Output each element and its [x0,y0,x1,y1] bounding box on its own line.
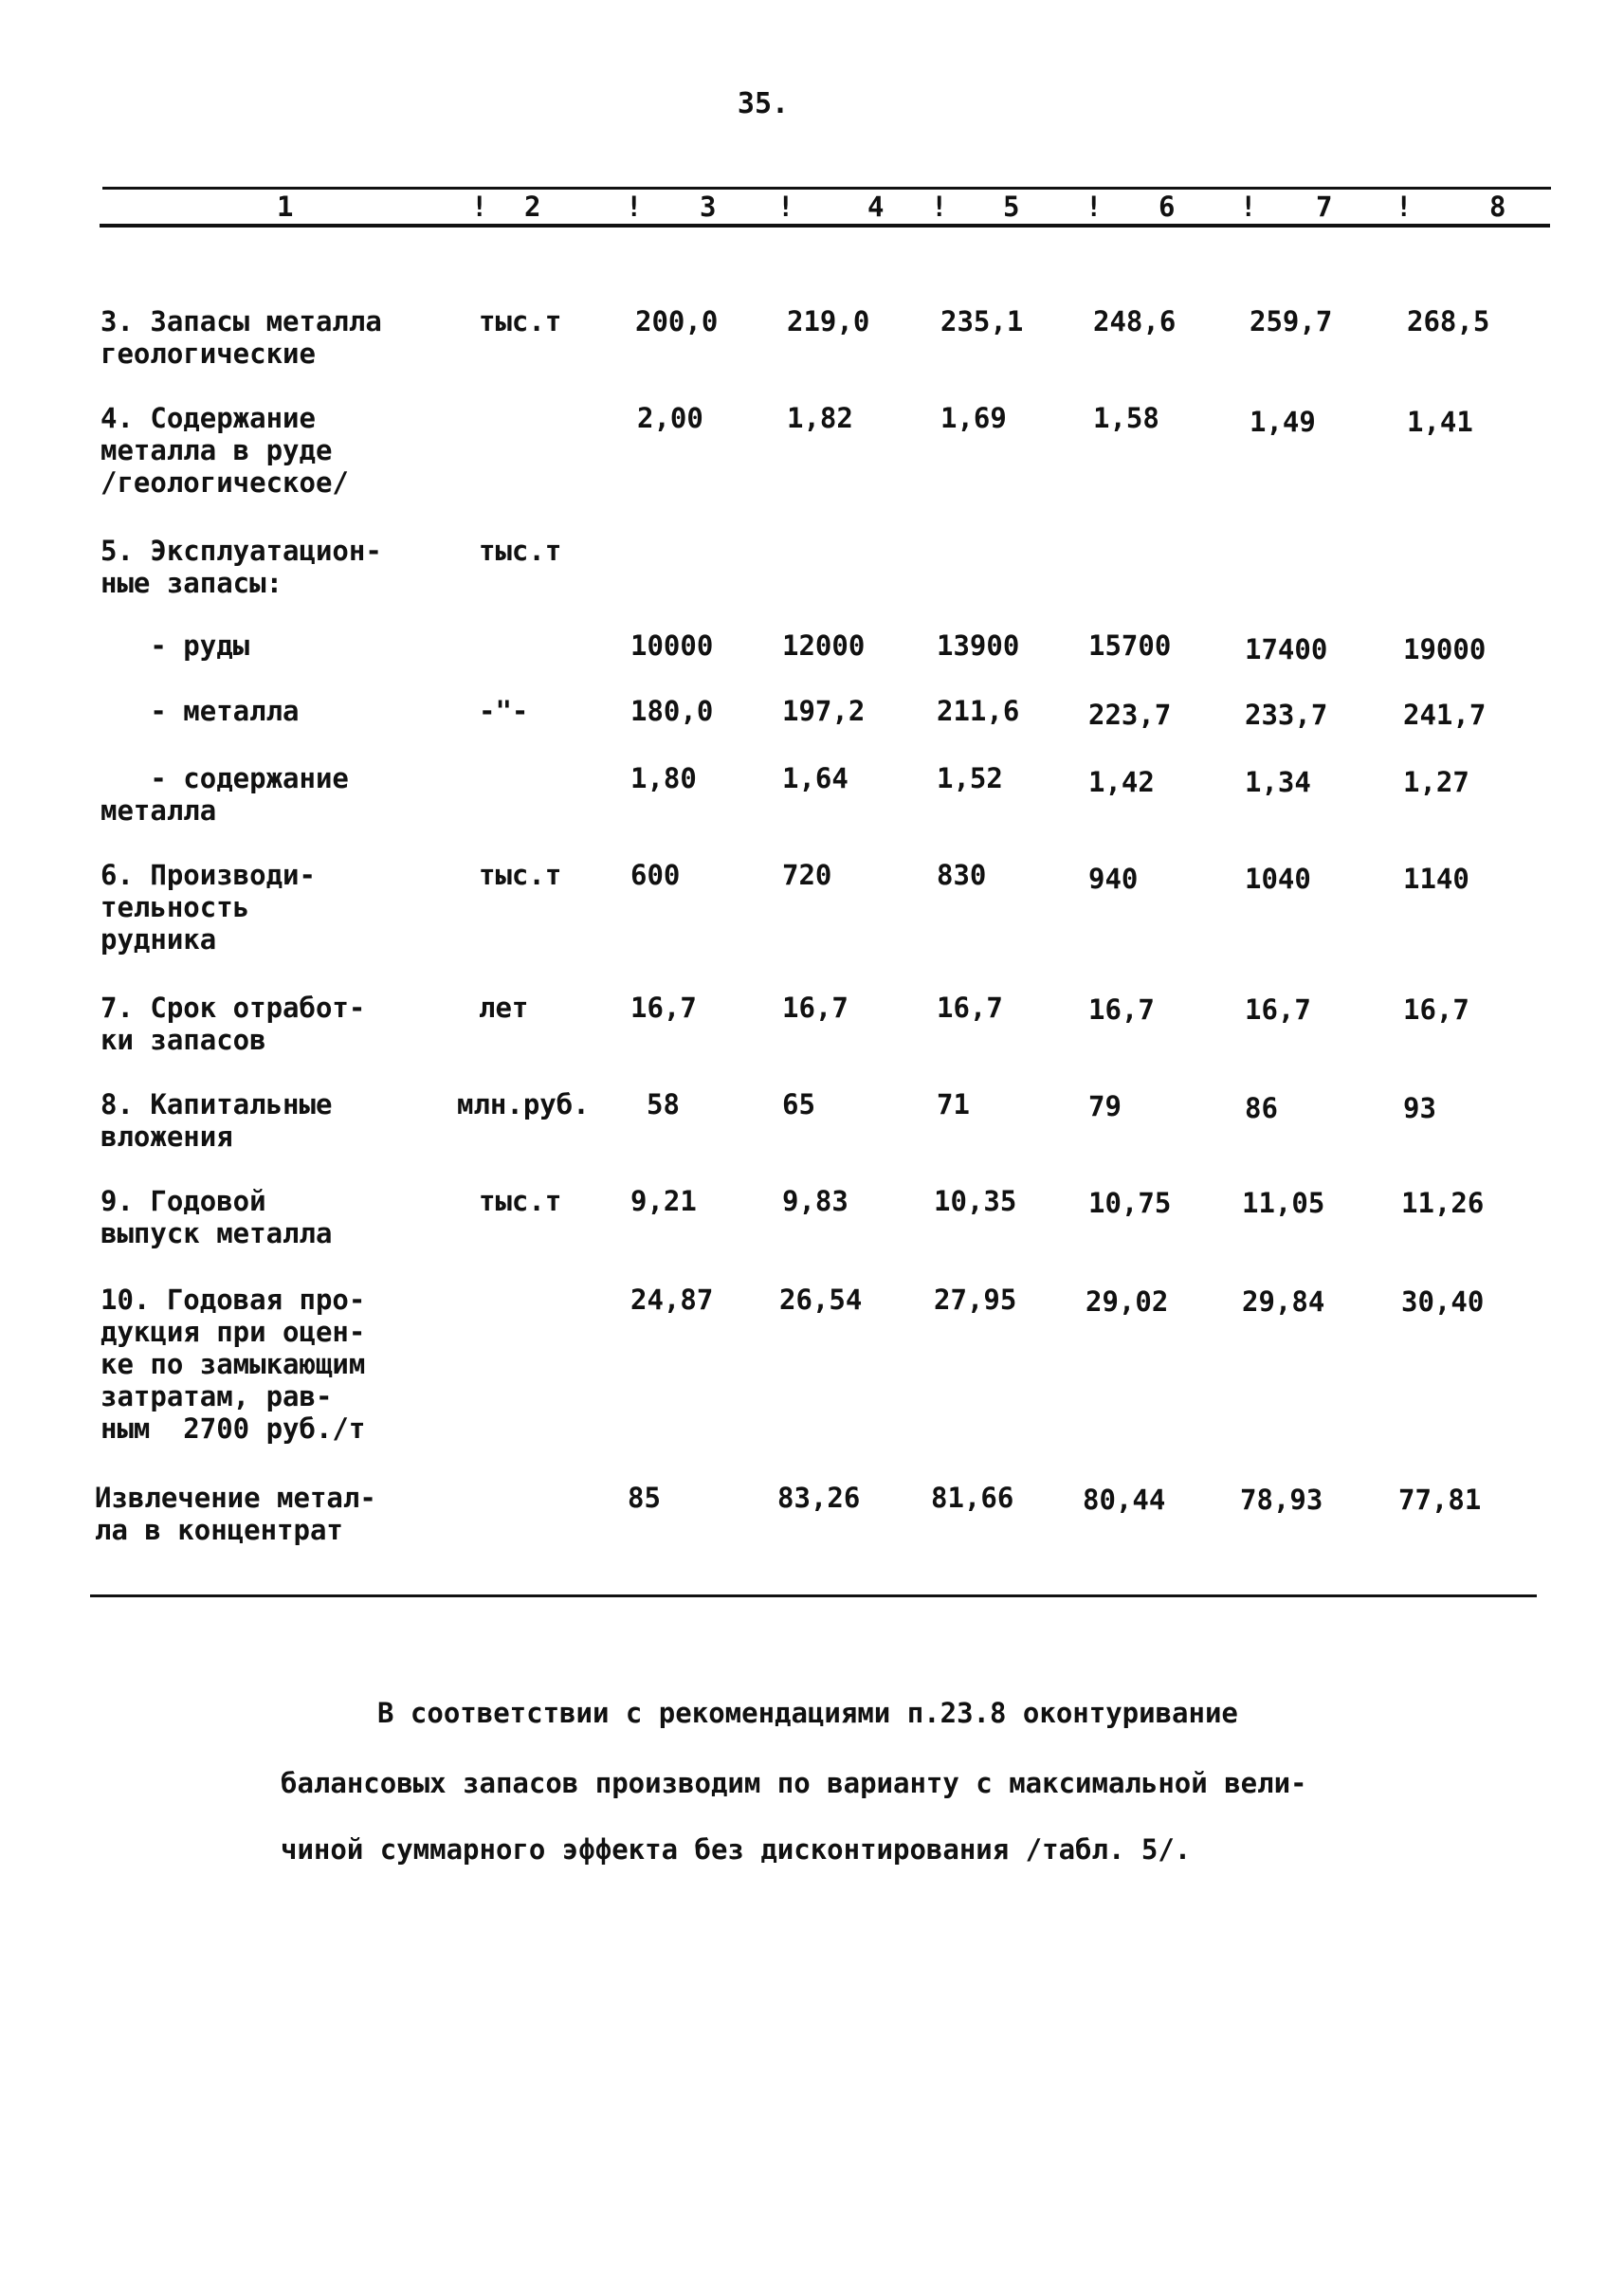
table-cell: 16,7 [782,992,848,1024]
table-cell: 29,02 [1086,1285,1169,1318]
row-label: 8. Капитальные вложения [100,1088,333,1153]
table-bottom-rule [90,1594,1537,1597]
row-label: - содержание металла [100,762,349,827]
row-unit: лет [479,992,529,1024]
table-cell: 16,7 [937,992,1003,1024]
table-cell: 1,64 [782,762,848,794]
table-cell: 93 [1403,1092,1436,1124]
row-label: 4. Содержание металла в руде /геологическое/ [100,402,349,499]
paragraph-line-1: В соответствии с рекомендациями п.23.8 оконтуривание [377,1697,1238,1729]
header-col-6: 6 [1159,191,1176,223]
header-bottom-rule [100,224,1550,228]
table-cell: 600 [630,859,681,891]
table-cell: 1,27 [1403,766,1469,798]
table-cell: 1140 [1403,863,1469,895]
table-cell: 86 [1245,1092,1278,1124]
table-cell: 11,26 [1401,1187,1485,1219]
row-label: - руды [100,629,250,662]
row-label: 6. Производи- тельность рудника [100,859,316,956]
table-cell: 24,87 [630,1284,714,1316]
row-label: 9. Годовой выпуск металла [100,1185,333,1249]
table-cell: 1,52 [937,762,1003,794]
row-label: Извлечение метал- ла в концентрат [95,1482,376,1546]
col-separator: ! [626,191,643,223]
table-cell: 10,35 [934,1185,1017,1217]
table-cell: 78,93 [1240,1484,1323,1516]
table-cell: 19000 [1403,633,1487,665]
row-label: - металла [100,695,300,727]
table-cell: 223,7 [1088,699,1172,731]
page-number: 35. [737,87,790,120]
paragraph-line-3: чиной суммарного эффекта без дисконтирования /табл. 5/. [281,1833,1192,1866]
table-cell: 180,0 [630,695,714,727]
col-separator: ! [777,191,794,223]
table-cell: 2,00 [637,402,703,434]
table-cell: 13900 [937,629,1020,662]
col-separator: ! [1396,191,1413,223]
header-col-3: 3 [700,191,717,223]
table-cell: 211,6 [937,695,1020,727]
table-cell: 1,82 [787,402,853,434]
table-cell: 1,41 [1407,406,1473,438]
table-cell: 15700 [1088,629,1172,662]
table-cell: 248,6 [1093,305,1177,337]
table-cell: 940 [1088,863,1139,895]
table-cell: 1,69 [940,402,1007,434]
header-col-8: 8 [1489,191,1506,223]
table-cell: 1,42 [1088,766,1155,798]
header-col-7: 7 [1316,191,1333,223]
table-cell: 85 [628,1482,661,1514]
table-cell: 71 [937,1088,970,1120]
table-cell: 9,83 [782,1185,848,1217]
row-unit: тыс.т [479,859,562,891]
table-cell: 1,58 [1093,402,1159,434]
table-cell: 79 [1088,1090,1122,1122]
col-separator: ! [931,191,948,223]
row-unit: тыс.т [479,535,562,567]
table-cell: 58 [647,1088,680,1120]
table-cell: 11,05 [1242,1187,1325,1219]
table-cell: 200,0 [635,305,719,337]
table-cell: 268,5 [1407,305,1490,337]
table-cell: 233,7 [1245,699,1328,731]
row-label: 3. Запасы металла геологические [100,305,382,370]
table-cell: 16,7 [630,992,697,1024]
paragraph-line-2: балансовых запасов производим по варианту с максимальной вели- [281,1767,1307,1799]
table-cell: 12000 [782,629,866,662]
table-cell: 30,40 [1401,1285,1485,1318]
table-cell: 1,49 [1250,406,1316,438]
table-cell: 219,0 [787,305,870,337]
row-label: 10. Годовая про- дукция при оцен- ке по замыкающим затратам, рав- ным 2700 руб./т [100,1284,366,1445]
col-separator: ! [1240,191,1257,223]
row-label: 5. Эксплуатацион- ные запасы: [100,535,382,599]
table-cell: 81,66 [931,1482,1014,1514]
header-top-rule [102,187,1551,190]
table-cell: 29,84 [1242,1285,1325,1318]
table-cell: 197,2 [782,695,866,727]
table-cell: 83,26 [777,1482,861,1514]
table-cell: 830 [937,859,987,891]
table-cell: 16,7 [1403,993,1469,1026]
table-cell: 16,7 [1088,993,1155,1026]
row-unit: -"- [479,695,529,727]
table-cell: 259,7 [1250,305,1333,337]
table-cell: 27,95 [934,1284,1017,1316]
col-separator: ! [1086,191,1103,223]
header-col-1: 1 [277,191,294,223]
table-cell: 10000 [630,629,714,662]
header-col-4: 4 [867,191,885,223]
table-cell: 1,34 [1245,766,1311,798]
table-cell: 1040 [1245,863,1311,895]
table-cell: 10,75 [1088,1187,1172,1219]
table-cell: 26,54 [779,1284,863,1316]
table-cell: 9,21 [630,1185,697,1217]
row-unit: млн.руб. [457,1088,590,1120]
col-separator: ! [471,191,488,223]
row-unit: тыс.т [479,1185,562,1217]
table-cell: 65 [782,1088,815,1120]
table-cell: 16,7 [1245,993,1311,1026]
table-cell: 720 [782,859,832,891]
row-label: 7. Срок отработ- ки запасов [100,992,366,1056]
table-cell: 1,80 [630,762,697,794]
table-cell: 80,44 [1083,1484,1166,1516]
table-cell: 235,1 [940,305,1024,337]
header-col-5: 5 [1003,191,1020,223]
table-cell: 77,81 [1398,1484,1482,1516]
header-col-2: 2 [524,191,541,223]
table-cell: 241,7 [1403,699,1487,731]
table-cell: 17400 [1245,633,1328,665]
row-unit: тыс.т [479,305,562,337]
